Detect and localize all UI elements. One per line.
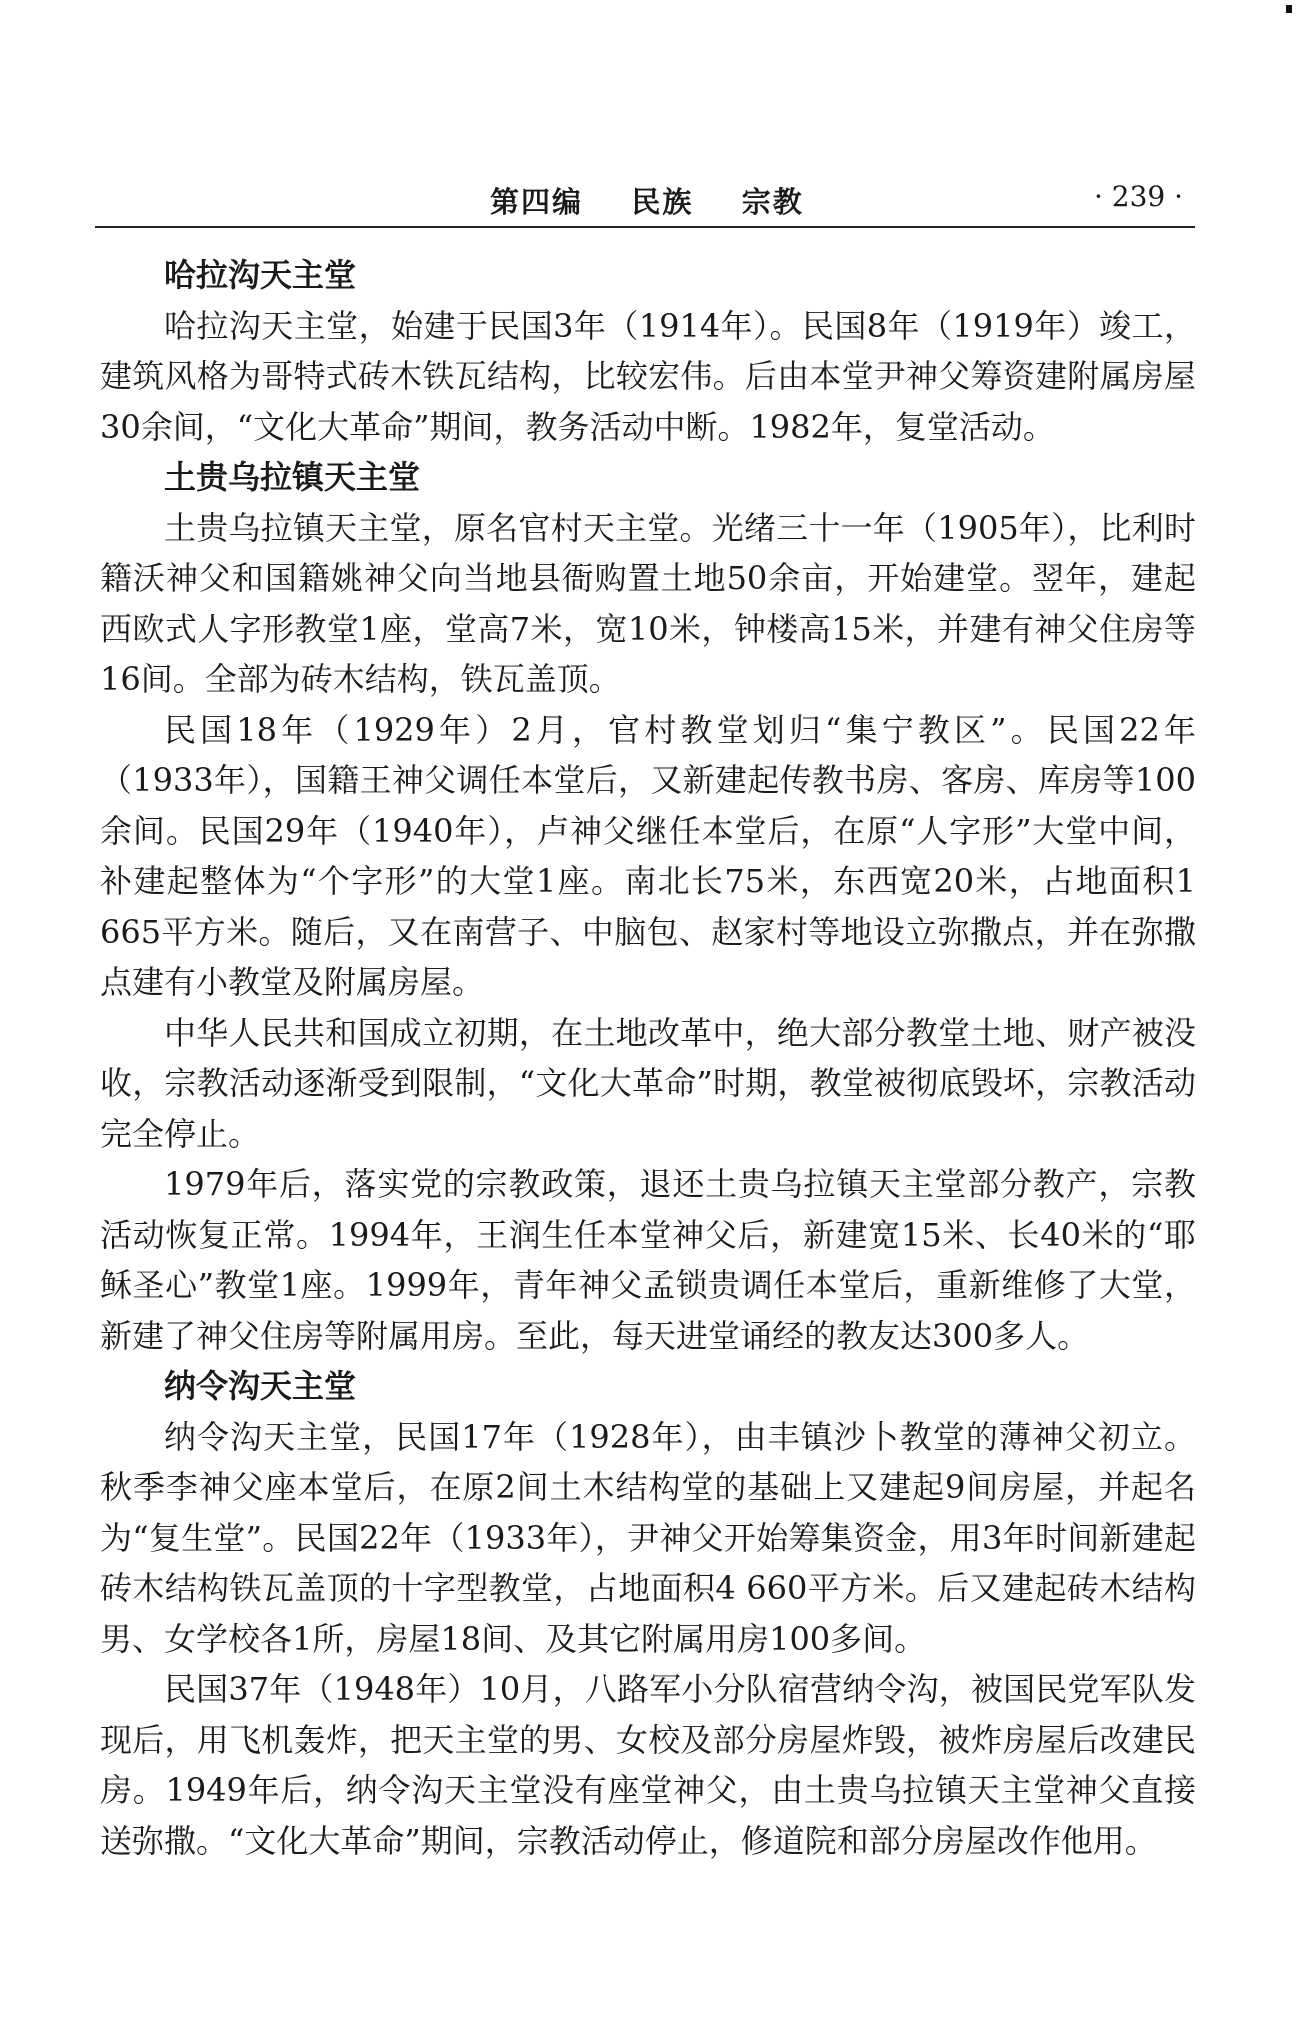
paragraph: 纳令沟天主堂，民国17年（1928年），由丰镇沙卜教堂的薄神父初立。秋季李神父座本堂后，在原2间土木结构堂的基础上又建起9间房屋，并起名为“复生堂”。民国22年（1933年），尹神父开始筹集资金，用3年时间新建起砖木结构铁瓦盖顶的十字型教堂，占地面积4 660平方米。后又建起砖木结构男、女学校各1所，房屋18间、及其它附属用房100多间。	[100, 1417, 1196, 1658]
paragraph: 土贵乌拉镇天主堂，原名官村天主堂。光绪三十一年（1905年），比利时籍沃神父和国籍姚神父向当地县衙购置土地50余亩，开始建堂。翌年，建起西欧式人字形教堂1座，堂高7米，宽10米，钟楼高15米，并建有神父住房等16间。全部为砖木结构，铁瓦盖顶。	[100, 508, 1196, 698]
paragraph: 哈拉沟天主堂，始建于民国3年（1914年）。民国8年（1919年）竣工，建筑风格为哥特式砖木铁瓦结构，比较宏伟。后由本堂尹神父筹资建附属房屋30余间，“文化大革命”期间，教务活动中断。1982年，复堂活动。	[100, 306, 1196, 446]
paragraph: 民国18年（1929年）2月，官村教堂划归“集宁教区”。民国22年（1933年），国籍王神父调任本堂后，又新建起传教书房、客房、库房等100余间。民国29年（1940年），卢神父继任本堂后，在原“人字形”大堂中间，补建起整体为“个字形”的大堂1座。南北长75米，东西宽20米，占地面积1 665平方米。随后，又在南营子、中脑包、赵家村等地设立弥撒点，并在弥撒点建有小教堂及附属房屋。	[100, 710, 1196, 1001]
section-heading: 土贵乌拉镇天主堂	[164, 458, 421, 496]
paragraph: 中华人民共和国成立初期，在土地改革中，绝大部分教堂土地、财产被没收，宗教活动逐渐受到限制，“文化大革命”时期，教堂被彻底毁坏，宗教活动完全停止。	[100, 1013, 1196, 1153]
header-title: 第四编 民族 宗教	[490, 185, 804, 219]
section-heading: 纳令沟天主堂	[164, 1367, 357, 1405]
body-text	[100, 250, 1196, 1866]
page-number: · 239 ·	[1093, 180, 1183, 213]
header-rule	[95, 226, 1195, 228]
paragraph: 1979年后，落实党的宗教政策，退还土贵乌拉镇天主堂部分教产，宗教活动恢复正常。1994年，王润生任本堂神父后，新建宽15米、长40米的“耶稣圣心”教堂1座。1999年，青年神父孟锁贵调任本堂后，重新维修了大堂，新建了神父住房等附属用房。至此，每天进堂诵经的教友达300多人。	[100, 1165, 1196, 1355]
running-header	[95, 168, 1195, 228]
scan-mark	[1286, 5, 1292, 13]
section-heading: 哈拉沟天主堂	[164, 256, 357, 294]
paragraph: 民国37年（1948年）10月，八路军小分队宿营纳令沟，被国民党军队发现后，用飞机轰炸，把天主堂的男、女校及部分房屋炸毁，被炸房屋后改建民房。1949年后，纳令沟天主堂没有座堂神父，由土贵乌拉镇天主堂神父直接送弥撒。“文化大革命”期间，宗教活动停止，修道院和部分房屋改作他用。	[100, 1670, 1196, 1860]
